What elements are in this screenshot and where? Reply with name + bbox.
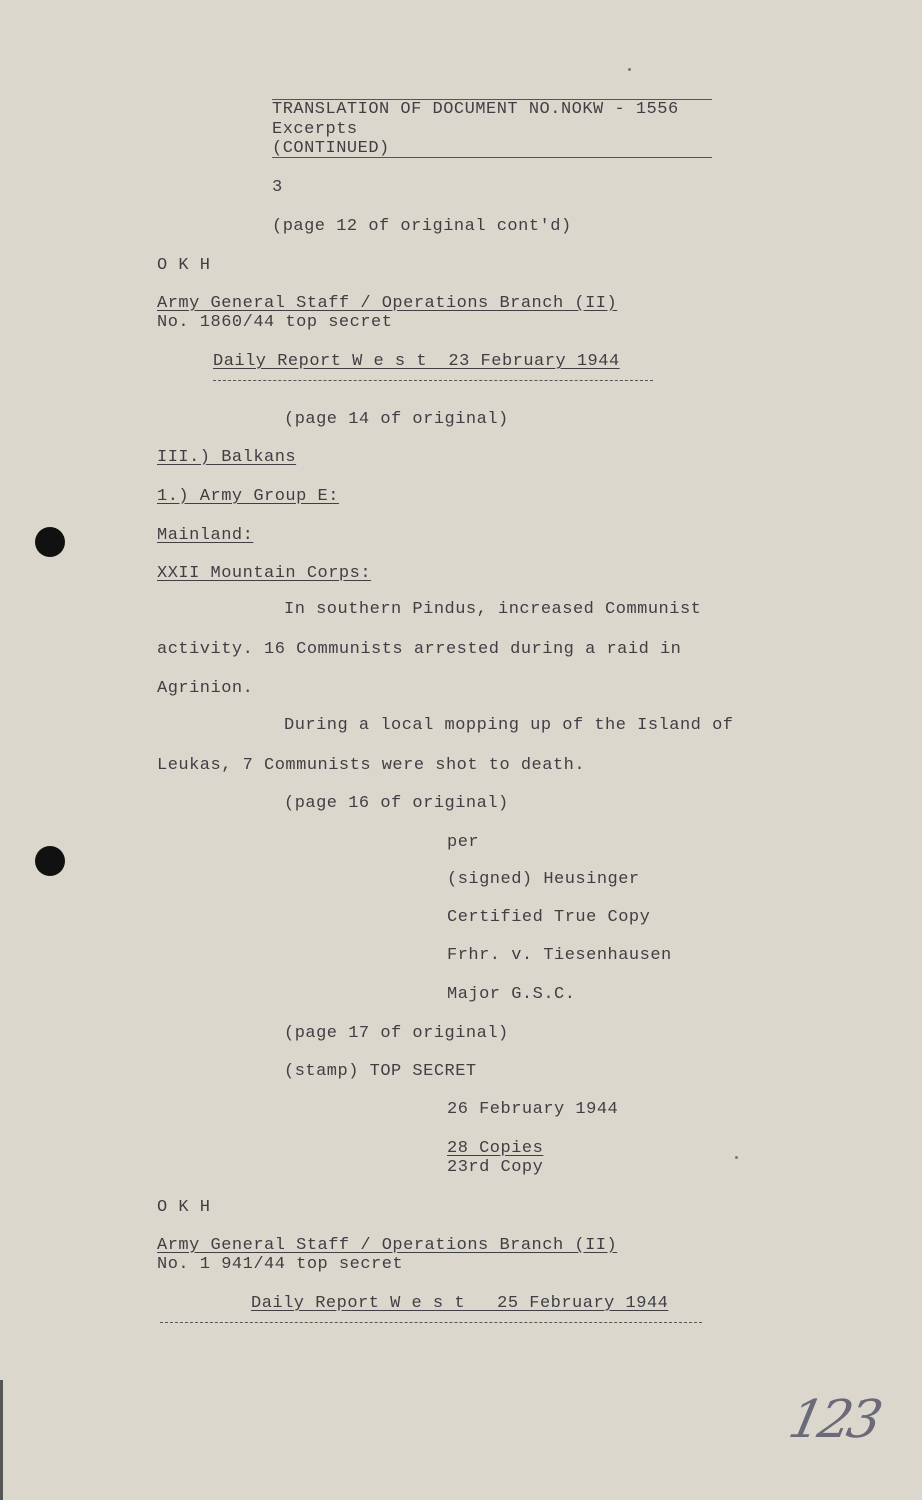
- title-rule-bottom: [272, 157, 712, 158]
- page-edge-shadow: [0, 1380, 3, 1500]
- daily-report-heading: Daily Report W e s t 23 February 1944: [213, 352, 620, 371]
- army-group-heading: 1.) Army Group E:: [157, 487, 339, 506]
- handwritten-page-number: 123: [783, 1390, 884, 1450]
- daily-report-heading-2: Daily Report W e s t 25 February 1944: [251, 1294, 669, 1313]
- paragraph-1-line-1: In southern Pindus, increased Communist: [284, 600, 702, 619]
- dashed-rule-2: [160, 1322, 702, 1323]
- certifier-name: Frhr. v. Tiesenhausen: [447, 946, 672, 965]
- okh-label-2: O K H: [157, 1198, 211, 1217]
- section-balkans: III.) Balkans: [157, 448, 297, 467]
- page-16-note: (page 16 of original): [284, 794, 509, 813]
- speck: [735, 1156, 738, 1159]
- copies-count: 28 Copies: [447, 1139, 544, 1158]
- branch-heading: Army General Staff / Operations Branch (II): [157, 294, 618, 313]
- report-number-2: No. 1 941/44 top secret: [157, 1255, 404, 1274]
- paragraph-2-line-1: During a local mopping up of the Island of: [284, 716, 734, 735]
- paragraph-2-line-2: Leukas, 7 Communists were shot to death.: [157, 756, 586, 775]
- punch-hole-bottom: [35, 846, 65, 876]
- paragraph-1-line-2: activity. 16 Communists arrested during a raid in: [157, 640, 682, 659]
- mainland-heading: Mainland:: [157, 526, 254, 545]
- per-label: per: [447, 833, 480, 852]
- speck: [628, 68, 631, 71]
- document-title: TRANSLATION OF DOCUMENT NO.NOKW - 1556: [272, 100, 679, 119]
- continued-label: (CONTINUED): [272, 139, 390, 158]
- corps-heading: XXII Mountain Corps:: [157, 564, 372, 583]
- paragraph-1-line-3: Agrinion.: [157, 679, 254, 698]
- page-number: 3: [272, 178, 283, 197]
- signed-by: (signed) Heusinger: [447, 870, 640, 889]
- stamp-label: (stamp) TOP SECRET: [284, 1062, 477, 1081]
- report-number: No. 1860/44 top secret: [157, 313, 393, 332]
- dashed-rule: [213, 380, 653, 381]
- page-14-note: (page 14 of original): [284, 410, 509, 429]
- certified-copy: Certified True Copy: [447, 908, 651, 927]
- page-12-note: (page 12 of original cont'd): [272, 217, 572, 236]
- branch-heading-2: Army General Staff / Operations Branch (II): [157, 1236, 618, 1255]
- punch-hole-top: [35, 527, 65, 557]
- title-rule-top: [272, 99, 712, 100]
- copy-number: 23rd Copy: [447, 1158, 544, 1177]
- okh-label: O K H: [157, 256, 211, 275]
- page-17-note: (page 17 of original): [284, 1024, 509, 1043]
- excerpts-label: Excerpts: [272, 120, 358, 139]
- certifier-rank: Major G.S.C.: [447, 985, 576, 1004]
- report-date: 26 February 1944: [447, 1100, 619, 1119]
